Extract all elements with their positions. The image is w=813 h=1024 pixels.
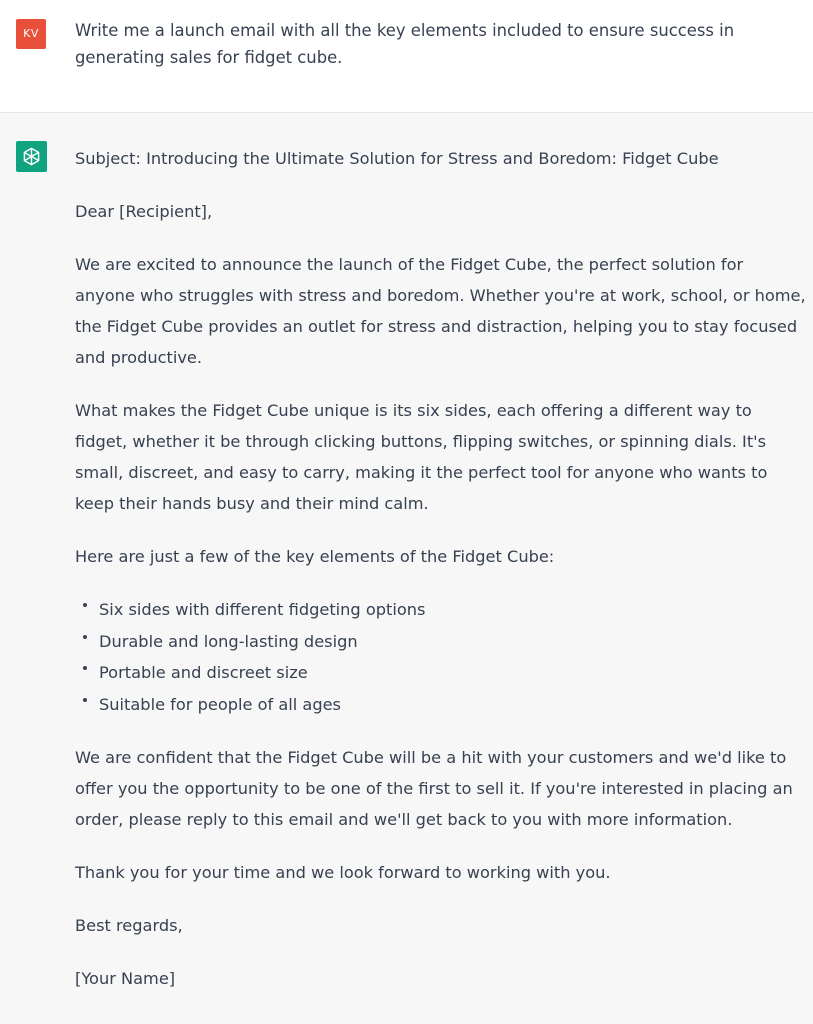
list-item-text: Durable and long-lasting design: [99, 631, 358, 651]
list-item-text: Portable and discreet size: [99, 663, 308, 682]
assistant-avatar: [16, 141, 47, 172]
assistant-message: [0, 113, 813, 1024]
email-thanks: Thank you for your time and we look forward to working with you.: [75, 863, 611, 882]
list-item: [75, 626, 807, 658]
user-message: [0, 0, 813, 113]
email-subject: Subject: Introducing the Ultimate Solution for Stress and Boredom: Fidget Cube: [75, 149, 719, 168]
assistant-response: [75, 143, 807, 994]
email-paragraph-1: We are excited to announce the launch of the Fidget Cube, the perfect solution for anyone who struggles with stress and boredom. Whether you're at work, school, or home, the Fidget Cube provides an outlet for stress and distraction, helping you to stay focused and productive.: [75, 255, 806, 367]
email-paragraph-3: We are confident that the Fidget Cube will be a hit with your customers and we'd like to offer you the opportunity to be one of the first to sell it. If you're interested in placing an order, please reply to this email and we'll get back to you with more information.: [75, 748, 793, 829]
email-list-intro: Here are just a few of the key elements of the Fidget Cube:: [75, 547, 555, 566]
bullet-icon: [83, 603, 87, 607]
bullet-icon: [83, 635, 87, 639]
email-closing: Best regards,: [75, 916, 183, 935]
user-avatar: KV: [16, 19, 46, 49]
list-item: [75, 594, 807, 626]
list-item: [75, 657, 807, 689]
email-signature: [Your Name]: [75, 969, 176, 988]
list-item-text: Six sides with different fidgeting options: [99, 600, 426, 619]
list-item: [75, 689, 807, 721]
list-item-text: Suitable for people of all ages: [99, 694, 341, 714]
email-greeting: Dear [Recipient],: [75, 202, 213, 221]
openai-logo-icon: [20, 145, 43, 168]
user-prompt-text: Write me a launch email with all the key elements included to ensure success in generating sales for fidget cube.: [75, 21, 735, 67]
bullet-icon: [83, 666, 87, 670]
bullet-icon: [83, 698, 87, 702]
feature-list: [75, 594, 807, 720]
email-paragraph-2: What makes the Fidget Cube unique is its six sides, each offering a different way to fidget, whether it be through clicking buttons, flipping switches, or spinning dials. It's small, discreet, and easy to carry, making it the perfect tool for anyone who wants to keep their hands busy and their mind calm.: [75, 401, 768, 513]
